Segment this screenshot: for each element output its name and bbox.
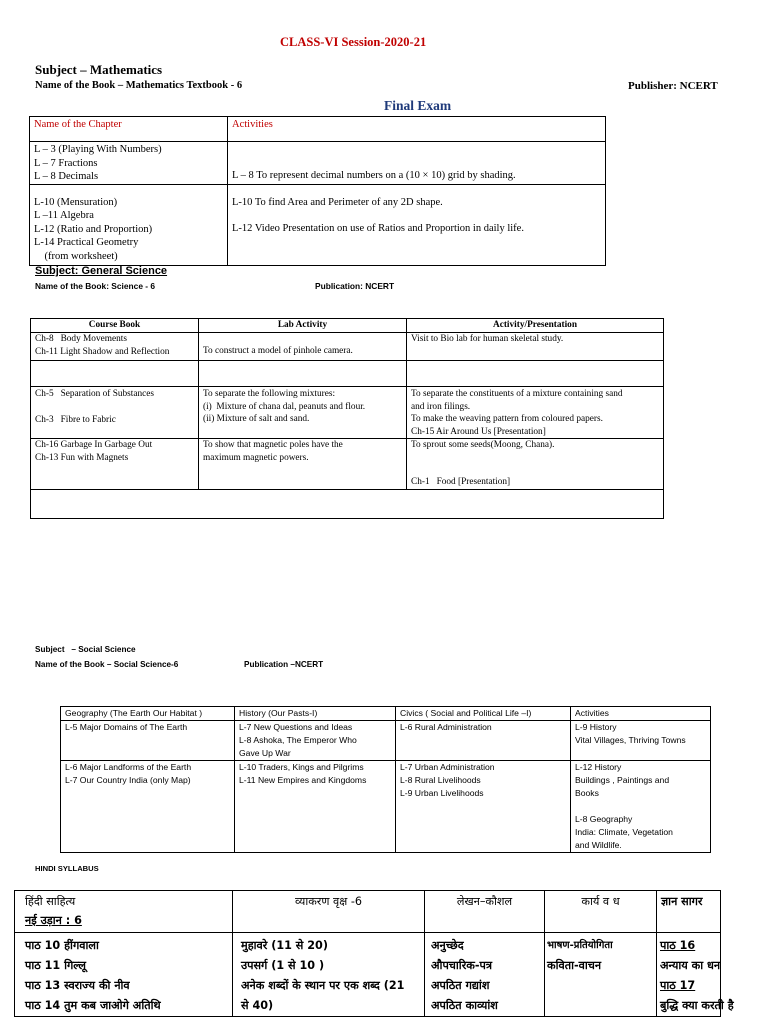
social-book-name: Name of the Book – Social Science-6	[35, 660, 179, 669]
hindi-table	[14, 890, 734, 1017]
chapter-item: L-14 Practical Geometry	[34, 237, 139, 248]
history-item: Gave Up War	[239, 748, 291, 758]
activity-item: L – 8 To represent decimal numbers on a (10 × 10) grid by shading.	[232, 170, 516, 181]
grammar-item: अनेक शब्दों के स्थान पर एक शब्द (21	[241, 979, 405, 992]
gyan-sagar-item: अन्याय का धन	[660, 959, 721, 972]
science-col-activity: Activity/Presentation	[407, 319, 664, 333]
hindi-col-writing: लेखन–कौशल	[425, 891, 545, 933]
grammar-item: मुहावरे (11 से 20)	[241, 939, 328, 952]
grammar-item: उपसर्ग (1 से 10 )	[241, 959, 325, 972]
hindi-col-book: नई उड़ान : 6	[25, 914, 82, 927]
maths-col-chapter: Name of the Chapter	[30, 117, 228, 142]
civics-item: L-8 Rural Livelihoods	[400, 775, 481, 785]
activity-item: Ch-1 Food [Presentation]	[411, 476, 511, 487]
table-row	[61, 761, 711, 853]
science-table-header	[31, 319, 664, 333]
table-row	[61, 721, 711, 761]
course-item: Ch-3 Fibre to Fabric	[35, 414, 116, 425]
course-item: Ch-13 Fun with Magnets	[35, 452, 129, 463]
activity-item: L-9 History	[575, 722, 617, 732]
course-item: Ch-8 Body Movements	[35, 334, 127, 344]
social-subject: Subject – Social Science	[35, 645, 136, 654]
science-col-lab: Lab Activity	[199, 319, 407, 333]
lab-item: (ii) Mixture of salt and sand.	[203, 414, 310, 425]
lab-item: To show that magnetic poles have the	[203, 440, 343, 451]
table-row	[31, 361, 664, 387]
chapter-item: L –11 Algebra	[34, 210, 94, 221]
maths-table	[29, 116, 606, 266]
social-col-history: History (Our Pasts-I)	[235, 707, 396, 721]
chapter-item: L – 3 (Playing With Numbers)	[34, 144, 162, 155]
writing-item: अनुच्छेद	[431, 939, 464, 952]
writing-item: अपठित काव्यांश	[431, 999, 498, 1012]
social-col-geography: Geography (The Earth Our Habitat )	[61, 707, 235, 721]
activity-item: भाषण-प्रतियोगिता	[547, 940, 613, 951]
hindi-col-literature: हिंदी साहित्य	[25, 895, 76, 908]
table-row	[31, 439, 664, 489]
table-row	[31, 387, 664, 439]
activity-item: Ch-15 Air Around Us [Presentation]	[411, 426, 546, 437]
history-item: L-7 New Questions and Ideas	[239, 722, 353, 732]
activity-item: and iron filings.	[411, 401, 471, 412]
grammar-item: से 40)	[241, 999, 274, 1012]
activity-item: To separate the constituents of a mixture containing sand	[411, 389, 623, 399]
social-col-activities: Activities	[571, 707, 711, 721]
activity-item: L-12 History	[575, 762, 622, 772]
activity-item: To sprout some seeds(Moong, Chana).	[411, 440, 555, 451]
activity-item: India: Climate, Vegetation	[575, 827, 673, 837]
table-row	[30, 184, 606, 265]
gyan-sagar-item: पाठ 17	[660, 979, 696, 992]
table-row	[31, 333, 664, 361]
geography-item: L-5 Major Domains of The Earth	[65, 722, 188, 732]
lab-item: To construct a model of pinhole camera.	[203, 346, 353, 356]
activity-item: L-12 Video Presentation on use of Ratios and Proportion in daily life.	[232, 223, 524, 234]
writing-item: औपचारिक-पत्र	[431, 959, 493, 972]
hindi-lesson: पाठ 11 गिल्लू	[25, 959, 86, 972]
maths-subject: Subject – Mathematics	[35, 62, 163, 77]
science-table	[30, 318, 664, 519]
table-row	[15, 933, 721, 1017]
history-item: L-11 New Empires and Kingdoms	[239, 775, 367, 785]
history-item: L-10 Traders, Kings and Pilgrims	[239, 762, 364, 772]
course-item: Ch-16 Garbage In Garbage Out	[35, 440, 153, 451]
social-col-civics: Civics ( Social and Political Life –I)	[396, 707, 571, 721]
geography-item: L-7 Our Country India (only Map)	[65, 775, 191, 785]
activity-item: Vital Villages, Thriving Towns	[575, 735, 686, 745]
hindi-table-header	[15, 891, 721, 933]
maths-table-header	[30, 117, 606, 142]
hindi-col-gyan-sagar: ज्ञान सागर	[657, 891, 721, 933]
activity-spacer	[575, 800, 706, 813]
civics-item: L-6 Rural Administration	[400, 722, 492, 732]
hindi-title: HINDI SYLLABUS	[35, 864, 99, 873]
activity-item: To make the weaving pattern from coloured papers.	[411, 414, 603, 425]
writing-item: अपठित गद्यांश	[431, 979, 490, 992]
chapter-item: L-10 (Mensuration)	[34, 196, 118, 208]
social-publication: Publication –NCERT	[244, 660, 324, 669]
social-table	[60, 706, 711, 853]
science-publication: Publication: NCERT	[315, 281, 395, 291]
page-title: CLASS-VI Session-2020-21	[280, 35, 427, 49]
science-subject: Subject: General Science	[35, 265, 168, 277]
maths-book-name: Name of the Book – Mathematics Textbook - 6	[35, 80, 243, 91]
table-row	[31, 489, 664, 518]
course-item: Ch-5 Separation of Substances	[35, 389, 155, 399]
science-book-name: Name of the Book: Science - 6	[35, 281, 156, 291]
activity-item: कविता-वाचन	[547, 959, 602, 972]
activity-item: L-8 Geography	[575, 814, 633, 824]
gyan-sagar-item: पाठ 16	[660, 939, 696, 952]
lab-item: To separate the following mixtures:	[203, 389, 336, 399]
hindi-lesson: पाठ 13 स्वराज्य की नीव	[25, 979, 130, 992]
chapter-item: L – 7 Fractions	[34, 157, 98, 169]
gyan-sagar-item: बुद्धि क्या करती है	[660, 999, 734, 1012]
maths-col-activities: Activities	[228, 117, 606, 142]
social-table-header	[61, 707, 711, 721]
civics-item: L-9 Urban Livelihoods	[400, 788, 484, 798]
activity-item: L-10 To find Area and Perimeter of any 2D shape.	[232, 196, 443, 208]
civics-item: L-7 Urban Administration	[400, 762, 495, 772]
history-item: L-8 Ashoka, The Emperor Who	[239, 735, 357, 745]
hindi-lesson: पाठ 10 हींगवाला	[25, 939, 99, 952]
hindi-col-activity: कार्य व ध	[545, 891, 657, 933]
chapter-item: L-12 (Ratio and Proportion)	[34, 223, 153, 235]
activity-item: and Wildlife.	[575, 840, 622, 850]
hindi-lesson: पाठ 14 तुम कब जाओगे अतिथि	[25, 999, 161, 1012]
chapter-item: L – 8 Decimals	[34, 171, 99, 182]
activity-item: Visit to Bio lab for human skeletal study.	[411, 334, 564, 344]
chapter-item: (from worksheet)	[34, 250, 118, 262]
course-item: Ch-11 Light Shadow and Reflection	[35, 346, 170, 357]
geography-item: L-6 Major Landforms of the Earth	[65, 762, 192, 772]
activity-item: Books	[575, 788, 599, 798]
lab-item: (i) Mixture of chana dal, peanuts and flour.	[203, 401, 366, 412]
exam-title: Final Exam	[384, 98, 452, 113]
lab-item: maximum magnetic powers.	[203, 452, 309, 463]
table-row	[30, 142, 606, 185]
maths-publisher: Publisher: NCERT	[628, 80, 718, 92]
activity-item: Buildings , Paintings and	[575, 775, 670, 785]
hindi-col-grammar: व्याकरण वृक्ष -6	[233, 891, 425, 933]
science-col-course: Course Book	[31, 319, 199, 333]
